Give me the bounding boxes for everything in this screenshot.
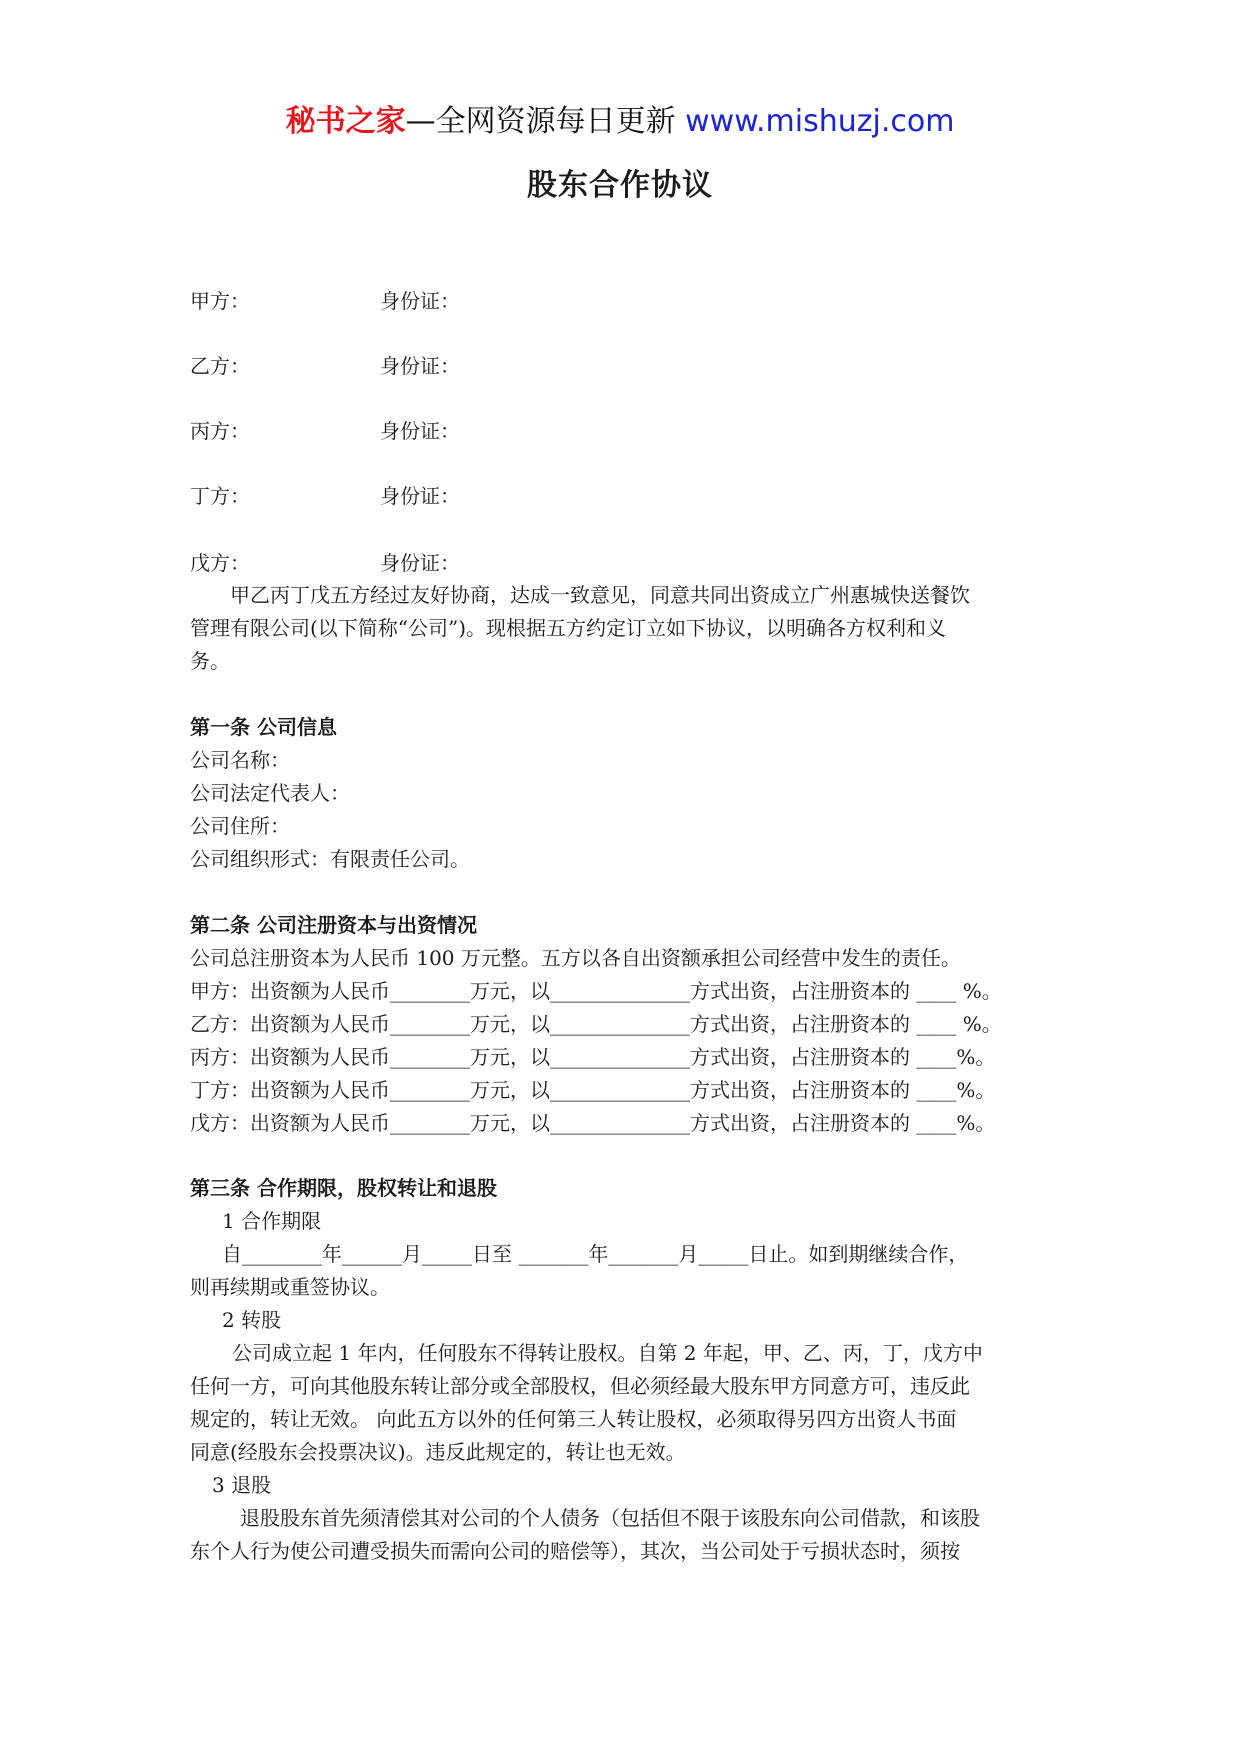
document-title: 股东合作协议 (527, 168, 713, 203)
banner-url-link[interactable]: www.mishuzj.com (685, 104, 955, 139)
party-label: 丙方： (190, 419, 250, 443)
party-label: 甲方： (190, 289, 250, 313)
party-label: 丁方： (190, 484, 250, 508)
article-1-line: 公司住所： (190, 814, 290, 838)
party-id-label: 身份证： (380, 551, 460, 575)
intro-line: 务。 (190, 649, 230, 673)
article-3-line: 1 合作期限 (222, 1209, 322, 1233)
article-2-heading: 第二条 公司注册资本与出资情况 (190, 913, 477, 937)
article-3-line: 退股股东首先须清偿其对公司的个人债务（包括但不限于该股东向公司借款，和该股 (240, 1506, 980, 1530)
article-2-line: 甲方：出资额为人民币________万元，以______________方式出资，占注册资本的 ____ %。 (190, 979, 1002, 1003)
article-3-line: 任何一方，可向其他股东转让部分或全部股权，但必须经最大股东甲方同意方可，违反此 (190, 1374, 970, 1398)
article-3-line: 2 转股 (222, 1308, 282, 1332)
site-banner (0, 102, 1240, 142)
party-id-label: 身份证： (380, 419, 460, 443)
banner-tagline: —全网资源每日更新 (405, 104, 686, 139)
article-3-line: 公司成立起 1 年内，任何股东不得转让股权。自第 2 年起，甲、乙、丙，丁，戊方中 (232, 1341, 983, 1365)
article-2-line: 乙方：出资额为人民币________万元，以______________方式出资，占注册资本的 ____ %。 (190, 1012, 1002, 1036)
article-3-line: 东个人行为使公司遭受损失而需向公司的赔偿等），其次，当公司处于亏损状态时，须按 (190, 1539, 960, 1563)
party-label: 戊方： (190, 551, 250, 575)
party-id-label: 身份证： (380, 354, 460, 378)
intro-line: 管理有限公司(以下简称“公司”)。现根据五方约定订立如下协议，以明确各方权利和义 (190, 616, 947, 640)
article-3-line: 则再续期或重签协议。 (190, 1275, 390, 1299)
article-3-line: 3 退股 (212, 1473, 272, 1497)
article-3-heading: 第三条 合作期限，股权转让和退股 (190, 1176, 497, 1200)
party-id-label: 身份证： (380, 484, 460, 508)
banner-brand: 秘书之家 (285, 104, 406, 139)
article-3-line: 规定的，转让无效。 向此五方以外的任何第三人转让股权，必须取得另四方出资人书面 (190, 1407, 957, 1431)
party-label: 乙方： (190, 354, 250, 378)
party-id-label: 身份证： (380, 289, 460, 313)
article-1-heading: 第一条 公司信息 (190, 715, 337, 739)
article-3-line: 同意(经股东会投票决议)。违反此规定的，转让也无效。 (190, 1440, 686, 1464)
article-1-line: 公司法定代表人： (190, 781, 350, 805)
intro-line: 甲乙丙丁戊五方经过友好协商，达成一致意见，同意共同出资成立广州惠城快送餐饮 (230, 583, 970, 607)
article-2-line: 公司总注册资本为人民币 100 万元整。五方以各自出资额承担公司经营中发生的责任。 (190, 946, 961, 970)
article-2-line: 戊方：出资额为人民币________万元，以______________方式出资，占注册资本的 ____%。 (190, 1111, 996, 1135)
article-3-line: 自________年______月_____日至 _______年_______月_____日止。如到期继续合作， (222, 1242, 969, 1266)
article-1-line: 公司组织形式：有限责任公司。 (190, 847, 470, 871)
article-2-line: 丙方：出资额为人民币________万元，以______________方式出资，占注册资本的 ____%。 (190, 1045, 996, 1069)
article-2-line: 丁方：出资额为人民币________万元，以______________方式出资，占注册资本的 ____%。 (190, 1078, 996, 1102)
article-1-line: 公司名称： (190, 748, 290, 772)
